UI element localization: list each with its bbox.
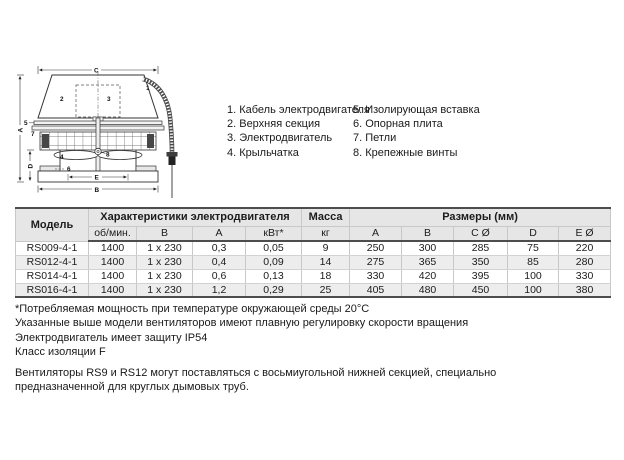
col-header-dim-a: A [350,226,402,241]
cell-model: RS016-4-1 [16,283,89,297]
cell-dim-b: 365 [402,255,454,269]
table-row-rs009 [16,241,611,255]
table-row-rs014 [16,269,611,283]
col-header-amps: А [193,226,246,241]
cell-model: RS012-4-1 [16,255,89,269]
cell-kw: 0,29 [246,283,302,297]
cell-dim-a: 250 [350,241,402,255]
parts-list-column-2 [353,103,480,160]
cell-volts: 1 x 230 [137,241,193,255]
cell-dim-d: 75 [508,241,559,255]
col-group-dimensions: Размеры (мм) [350,208,611,226]
impeller-blade-right [98,151,142,160]
col-header-rpm: об/мин. [89,226,137,241]
cell-amps: 0,3 [193,241,246,255]
cable-gland [167,152,178,157]
cell-amps: 1,2 [193,283,246,297]
col-header-kg: кг [302,226,350,241]
spec-table [15,207,611,298]
parts-list-item: 1. Кабель электродвигателя [227,104,370,116]
part-number-1: 1 [146,85,150,92]
table-row-rs016 [16,283,611,297]
parts-list-item: 2. Верхняя секция [227,118,321,131]
col-header-dim-d: D [508,226,559,241]
dim-label-d: D [27,163,35,169]
footnote-insulation: Класс изоляции F [15,345,106,358]
col-header-kw: кВт* [246,226,302,241]
cell-dim-d: 100 [508,269,559,283]
dimension-d [27,150,34,181]
cell-dim-c: 395 [454,269,508,283]
col-group-mass: Масса [302,208,350,226]
cell-dim-b: 420 [402,269,454,283]
shaft [96,118,100,171]
cell-rpm: 1400 [89,255,137,269]
cell-kw: 0,05 [246,241,302,255]
cell-amps: 0,6 [193,269,246,283]
cell-kw: 0,13 [246,269,302,283]
footnotes [15,302,595,359]
part-number-2: 2 [60,96,64,103]
part-number-4: 4 [60,154,64,161]
fan-diagram [8,55,220,205]
cell-dim-e: 280 [559,255,611,269]
cell-rpm: 1400 [89,283,137,297]
parts-list-item: 5. Изолирующая вставка [353,104,480,116]
part-number-5: 5 [24,120,28,127]
cell-dim-a: 330 [350,269,402,283]
col-header-dim-e: E Ø [559,226,611,241]
dim-label-a: A [17,127,25,133]
cell-volts: 1 x 230 [137,269,193,283]
cell-dim-b: 300 [402,241,454,255]
cell-kw: 0,09 [246,255,302,269]
cell-dim-e: 220 [559,241,611,255]
parts-list-item: 3. Электродвигатель [227,132,333,145]
cell-dim-d: 85 [508,255,559,269]
cell-kg: 14 [302,255,350,269]
cell-dim-e: 330 [559,269,611,283]
cell-dim-b: 480 [402,283,454,297]
dimension-b [38,186,158,194]
cell-kg: 18 [302,269,350,283]
cell-dim-c: 285 [454,241,508,255]
col-header-model: Модель [16,208,89,241]
cell-dim-e: 380 [559,283,611,297]
hinge-right [147,134,154,148]
col-header-volts: В [137,226,193,241]
parts-list-item: 6. Опорная плита [353,118,443,131]
col-header-dim-c: C Ø [454,226,508,241]
dim-label-c: C [94,67,99,75]
cell-dim-a: 275 [350,255,402,269]
table-row-rs012 [16,255,611,269]
cell-volts: 1 x 230 [137,283,193,297]
dim-label-e: E [94,174,99,182]
cell-dim-c: 450 [454,283,508,297]
hub [95,148,101,154]
parts-list-item: 7. Петли [353,132,397,145]
part-number-6: 6 [67,166,71,173]
cell-kg: 25 [302,283,350,297]
col-header-dim-b: B [402,226,454,241]
dim-label-b: B [94,186,100,194]
part-number-8: 8 [106,151,110,159]
parts-list-item: 8. Крепежные винты [353,146,458,159]
cell-kg: 9 [302,241,350,255]
cell-model: RS009-4-1 [16,241,89,255]
dimension-a [17,75,24,182]
cell-rpm: 1400 [89,269,137,283]
octagonal-section-paragraph: Вентиляторы RS9 и RS12 могут поставляться с восьмиугольной нижней секцией, специально предназначенной для круглых дымовых труб. [15,367,497,394]
cell-dim-d: 100 [508,283,559,297]
cell-model: RS014-4-1 [16,269,89,283]
cell-volts: 1 x 230 [137,255,193,269]
parts-list-item: 4. Крыльчатка [227,146,299,159]
cell-dim-c: 350 [454,255,508,269]
cell-amps: 0,4 [193,255,246,269]
footnote-ip54: Электродвигатель имеет защиту IP54 [15,331,208,344]
footnote-speed-control: Указанные выше модели вентиляторов имеют плавную регулировку скорости вращения [15,317,469,330]
cell-rpm: 1400 [89,241,137,255]
hinge-left [42,134,49,148]
col-group-motor: Характеристики электродвигателя [89,208,302,226]
cell-dim-a: 405 [350,283,402,297]
parts-list-column-1 [227,103,370,160]
footnote-power: *Потребляемая мощность при температуре окружающей среды 20°C [15,303,370,315]
part-number-7: 7 [31,131,35,138]
part-number-3: 3 [107,96,111,103]
